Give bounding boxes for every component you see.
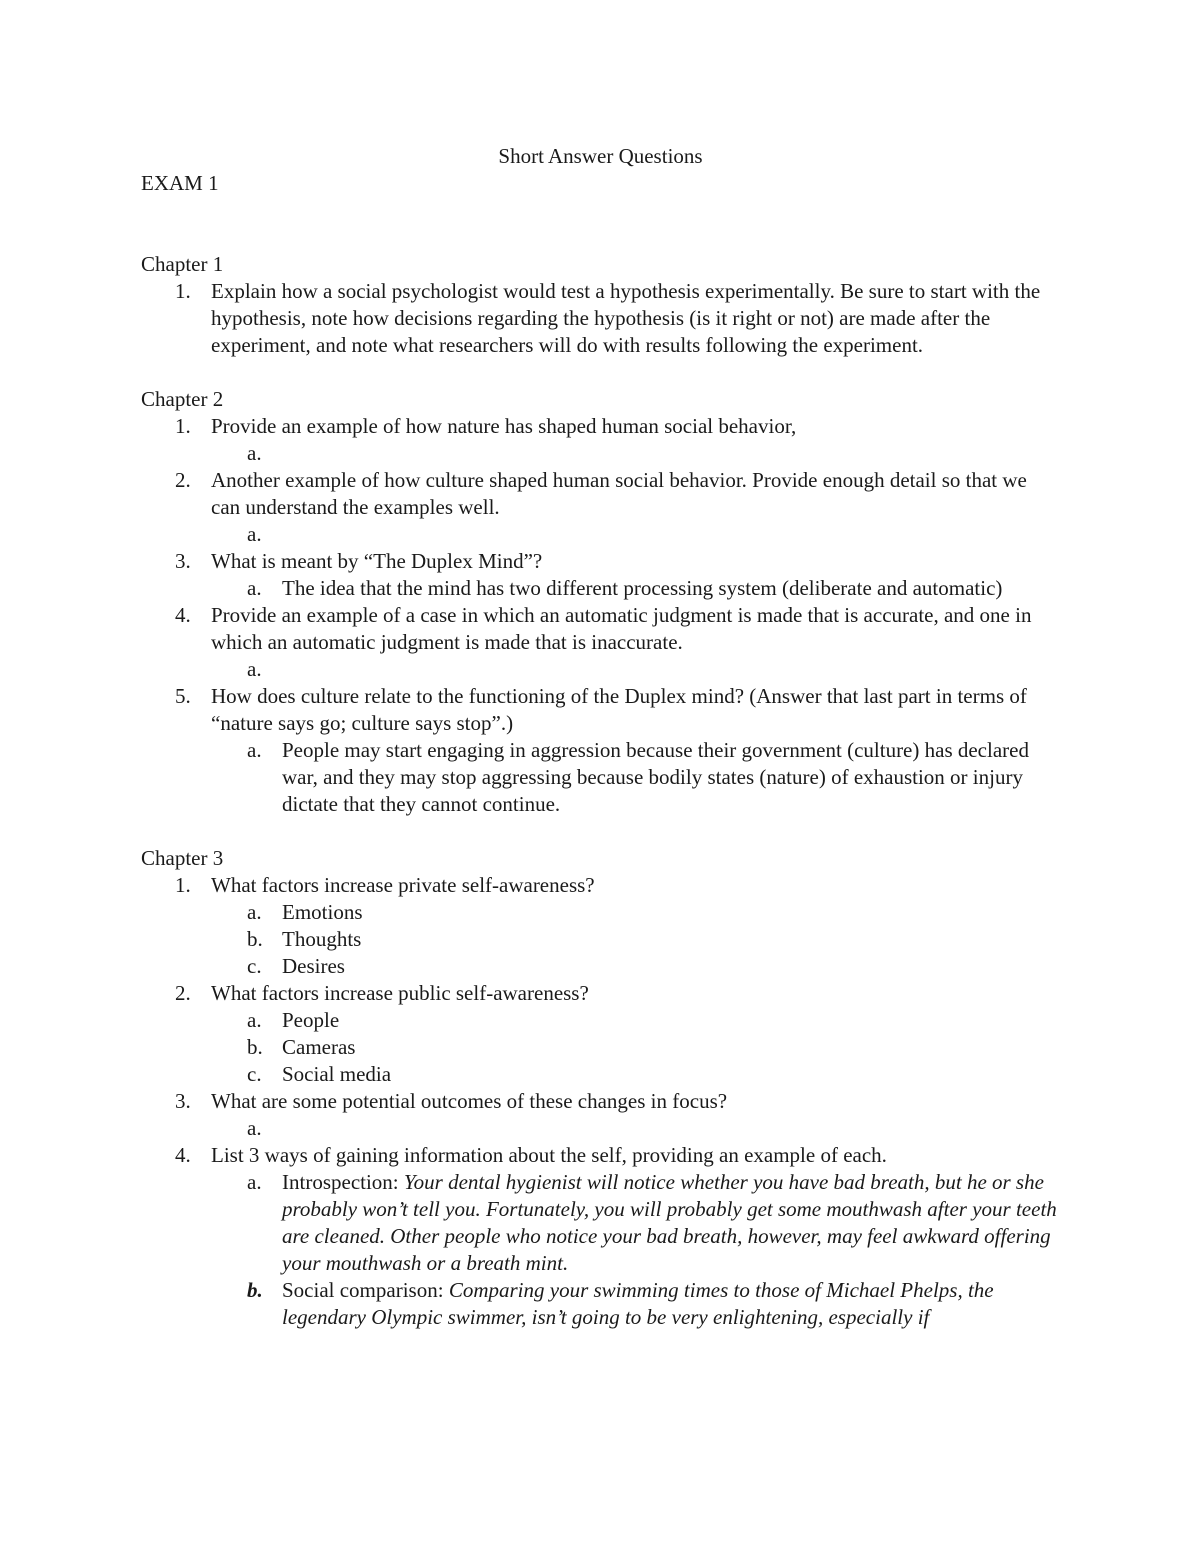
answer-item <box>211 575 1060 602</box>
answer-label: a. <box>247 738 262 762</box>
answer-text: People may start engaging in aggression because their government (culture) has declared war, and they may stop aggressing because bodily states (nature) of exhaustion or injury dictate that they cannot continue. <box>282 738 1029 816</box>
answer-lead: Social comparison: <box>282 1278 449 1302</box>
answer-label: b. <box>247 1278 263 1302</box>
question-number: 5. <box>175 684 191 708</box>
question-number: 4. <box>175 1143 191 1167</box>
question-number: 1. <box>175 279 191 303</box>
answer-example: Your dental hygienist will notice whether you have bad breath, but he or she probably won’t tell you. Fortunately, you will probably get some mouthwash after your teeth are cleaned. Other people who notice your bad breath, however, may feel awkward offering your mouthwash or a breath mint. <box>282 1170 1057 1275</box>
question-item <box>141 467 1060 548</box>
question-text: Provide an example of how nature has shaped human social behavior, <box>211 414 797 438</box>
answer-list <box>211 1115 1060 1142</box>
answer-label: c. <box>247 954 262 978</box>
question-item <box>141 683 1060 818</box>
answer-text: The idea that the mind has two different processing system (deliberate and automatic) <box>282 576 1003 600</box>
answer-text: Social media <box>282 1062 392 1086</box>
question-item <box>141 980 1060 1088</box>
question-text: What factors increase public self-awareness? <box>211 981 589 1005</box>
answer-text: Thoughts <box>282 927 362 951</box>
question-item <box>141 548 1060 602</box>
answer-label: b. <box>247 927 263 951</box>
page-title: Short Answer Questions <box>498 144 703 168</box>
question-item <box>141 872 1060 980</box>
question-list <box>141 872 1060 1331</box>
answer-lead: Introspection: <box>282 1170 404 1194</box>
answer-item <box>211 1007 1060 1034</box>
answer-label: a. <box>247 900 262 924</box>
answer-list <box>211 899 1060 980</box>
answer-item <box>211 1034 1060 1061</box>
answer-list <box>211 440 1060 467</box>
question-number: 2. <box>175 468 191 492</box>
answer-item <box>211 899 1060 926</box>
answer-label: a. <box>247 1170 262 1194</box>
question-list <box>141 278 1060 359</box>
chapter-heading: Chapter 2 <box>141 387 224 411</box>
question-number: 4. <box>175 603 191 627</box>
question-list <box>141 413 1060 818</box>
answer-list <box>211 1169 1060 1331</box>
answer-label: a. <box>247 1116 262 1140</box>
spacer <box>141 197 1060 251</box>
question-number: 1. <box>175 414 191 438</box>
question-item <box>141 413 1060 467</box>
answer-label: a. <box>247 441 262 465</box>
answer-text: Emotions <box>282 900 363 924</box>
question-text: What are some potential outcomes of these changes in focus? <box>211 1089 728 1113</box>
question-text: What factors increase private self-awareness? <box>211 873 595 897</box>
answer-label: c. <box>247 1062 262 1086</box>
answer-item <box>211 1061 1060 1088</box>
chapter-3 <box>141 845 1060 1331</box>
answer-item <box>211 656 1060 683</box>
answer-label: b. <box>247 1035 263 1059</box>
chapter-1 <box>141 251 1060 359</box>
answer-list <box>211 1007 1060 1088</box>
answer-list <box>211 737 1060 818</box>
answer-item <box>211 440 1060 467</box>
question-text: Another example of how culture shaped human social behavior. Provide enough detail so that we can understand the examples well. <box>211 468 1027 519</box>
chapter-2 <box>141 386 1060 818</box>
answer-list <box>211 575 1060 602</box>
answer-list <box>211 521 1060 548</box>
question-text: List 3 ways of gaining information about the self, providing an example of each. <box>211 1143 887 1167</box>
question-number: 3. <box>175 549 191 573</box>
answer-label: a. <box>247 576 262 600</box>
answer-text: People <box>282 1008 340 1032</box>
answer-item <box>211 737 1060 818</box>
exam-label: EXAM 1 <box>141 171 219 195</box>
question-text: Explain how a social psychologist would test a hypothesis experimentally. Be sure to start with the hypothesis, note how decisions regarding the hypothesis (is it right or not) are made after the experiment, and note what researchers will do with results following the experiment. <box>211 279 1041 357</box>
question-number: 3. <box>175 1089 191 1113</box>
answer-item <box>211 1115 1060 1142</box>
question-text: Provide an example of a case in which an automatic judgment is made that is accurate, and one in which an automatic judgment is made that is inaccurate. <box>211 603 1032 654</box>
question-text: What is meant by “The Duplex Mind”? <box>211 549 543 573</box>
question-item <box>141 1088 1060 1142</box>
answer-item <box>211 521 1060 548</box>
answer-item <box>211 926 1060 953</box>
answer-item <box>211 1277 1060 1331</box>
answer-list <box>211 656 1060 683</box>
answer-text: Cameras <box>282 1035 356 1059</box>
question-number: 1. <box>175 873 191 897</box>
question-number: 2. <box>175 981 191 1005</box>
question-text: How does culture relate to the functioning of the Duplex mind? (Answer that last part in terms of “nature says go; culture says stop”.) <box>211 684 1027 735</box>
question-item <box>141 278 1060 359</box>
chapter-heading: Chapter 3 <box>141 846 224 870</box>
answer-label: a. <box>247 657 262 681</box>
answer-item <box>211 953 1060 980</box>
question-item <box>141 1142 1060 1331</box>
answer-text: Desires <box>282 954 345 978</box>
chapter-heading: Chapter 1 <box>141 252 224 276</box>
answer-label: a. <box>247 522 262 546</box>
question-item <box>141 602 1060 683</box>
answer-example: Comparing your swimming times to those of Michael Phelps, the legendary Olympic swimmer, isn’t going to be very enlightening, especially if <box>282 1278 994 1329</box>
answer-label: a. <box>247 1008 262 1032</box>
answer-item <box>211 1169 1060 1277</box>
